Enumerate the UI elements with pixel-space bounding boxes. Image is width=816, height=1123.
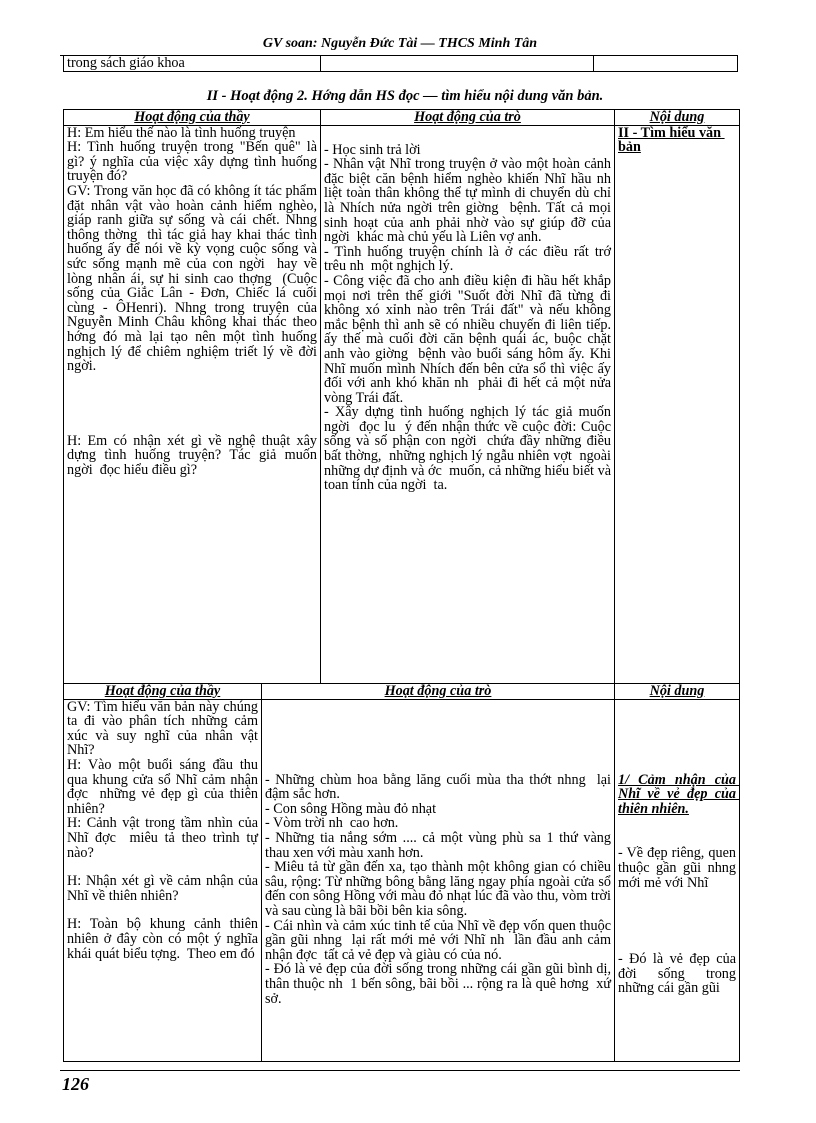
t1-teacher-gv: GV: Trong văn học đã có không ít tác phẩm đặt nhân vật vào hoàn cảnh hiểm nghèo, giáp ranh giữa sự sống và cái chết. Nhng thông thờng thì tác giả hay khai thác tình huống ấy để nói về kỳ vọng cuộc sống và sức sống mạnh mẽ của con ngời hay về lòng nhân ái, sự hi sinh cao thợng (Cuộc sống của Giắc Lân - Đơn, Chiếc lá cuối cùng - ÔHenri). Nhng trong truyện của Nguyễn Minh Châu không khai thác theo hớng đó mà lại tạo nên một tình huống nghịch lý để chiêm nghiệm triết lý về đời ngời. xyxy=(67,182,321,375)
t1-teacher-q2: H: Tình huống truyện trong "Bến quê" là gì? ý nghĩa của việc xây dựng tình huống truyện đó? xyxy=(67,139,321,185)
t1-header-teacher: Hoạt động của thầy xyxy=(64,110,321,126)
top-cell-content xyxy=(594,56,738,72)
t1-student-a3: - Tình huống truyện chính là ở các điều rất trớ trêu nh một nghịch lý. xyxy=(324,243,615,275)
t1-teacher-q1: H: Em hiểu thế nào là tình huống truyện xyxy=(67,124,296,141)
top-table-fragment xyxy=(63,55,738,72)
t2-student-a7: - Đó là vẻ đẹp của đời sống trong những cái gần gũi bình dị, thân thuộc nh 1 bến sông, bãi bồi ... rộng ra là quê hơng xứ sở. xyxy=(265,961,615,1007)
t2-teacher-q3: H: Nhận xét gì về cảm nhận của Nhĩ về thiên nhiên? xyxy=(67,873,262,904)
t1-teacher-cell xyxy=(64,125,321,683)
t2-student-a5: - Miêu tả từ gần đến xa, tạo thành một không gian có chiều sâu, rộng: Từ những bông bằng lăng ngay phía ngoài cửa sổ đến con sông Hồng với màu đỏ nhạt lúc đã vào thu, vòm trời và sau cùng là bãi bồi bên kia sông. xyxy=(265,859,615,919)
t2-header-content: Nội dung xyxy=(615,684,740,700)
t2-teacher-gv: GV: Tìm hiểu văn bản này chúng ta đi vào phân tích những cảm xúc và suy nghĩ của nhân vật Nhĩ? xyxy=(67,698,262,759)
t2-content-cell xyxy=(615,699,744,1061)
activity-table-1 xyxy=(63,109,740,684)
t2-teacher-cell xyxy=(64,699,262,1061)
top-cell-teacher: trong sách giáo khoa xyxy=(64,56,321,72)
t2-content-point1: - Về đẹp riêng, quen thuộc gần gũi nhng mới mẻ với Nhĩ xyxy=(618,845,744,891)
t2-student-a2: - Con sông Hồng màu đỏ nhạt xyxy=(265,800,437,817)
page-header: GV soan: Nguyễn Đức Tài — THCS Minh Tân xyxy=(262,36,538,51)
t1-header-content: Nội dung xyxy=(615,110,740,126)
t1-header-student: Hoạt động của trò xyxy=(321,110,615,126)
t2-student-a6: - Cái nhìn và cảm xúc tinh tế của Nhĩ về đẹp vốn quen thuộc gần gũi nhng lại rất mới mẻ với Nhĩ nh lần đầu anh cảm nhận đợc tất cả vẻ đẹp và giàu có của nó. xyxy=(265,917,615,963)
activity-table-2 xyxy=(63,683,744,1062)
t2-student-a1: - Những chùm hoa bằng lăng cuối mùa tha thớt nhng lại đậm sắc hơn. xyxy=(265,771,615,803)
t2-header-teacher: Hoạt động của thầy xyxy=(64,684,262,700)
t2-teacher-q4: H: Toàn bộ khung cảnh thiên nhiên ở đây còn có một ý nghĩa khái quát biểu tợng. Theo em đó xyxy=(67,916,262,962)
top-cell-student xyxy=(321,56,594,72)
t1-student-a2: - Nhân vật Nhĩ trong truyện ở vào một hoàn cảnh đặc biệt căn bệnh hiểm nghèo khiến Nhĩ hầu nh liệt toàn thân không thể tự mình di chuyển dù chỉ là Nhích nửa ngời trên giờng bệnh. Tất cả mọi sinh hoạt của anh phải nhờ vào sự giúp đỡ của ngời khác mà chủ yếu là Liên vợ anh. xyxy=(324,156,619,246)
t2-content-point2: - Đó là vẻ đẹp của đời sống trong những cái gần gũi xyxy=(618,951,740,997)
t1-content-heading: II - Tìm hiểu văn bản xyxy=(618,124,725,156)
footer-rule xyxy=(60,1070,740,1071)
t1-student-a5: - Xây dựng tình huống nghịch lý tác giả muốn ngời đọc lu ý đến nhận thức về cuộc đời: Cuộc sống và số phận con ngời chứa đầy những điều bất thờng, những nghịch lý ngẫu nhiên vợt ngoài những dự định và ớc muốn, cả những hiểu biết và toan tính của ngời ta. xyxy=(324,404,615,494)
t2-content-heading: 1/ Cảm nhận của Nhĩ về vẻ đẹp của thiên nhiên. xyxy=(618,771,740,817)
t1-student-cell xyxy=(321,125,619,683)
t2-student-a3: - Vòm trời nh cao hơn. xyxy=(265,815,399,832)
t2-teacher-q1: H: Vào một buổi sáng đầu thu qua khung cửa sổ Nhĩ cảm nhận đợc những vẻ đẹp gì của thiên nhiên? xyxy=(67,756,262,817)
t1-student-a4: - Công việc đã cho anh điều kiện đi hầu hết khắp mọi nơi trên thế giới "Suốt đời Nhĩ đã từng đi không xó xỉnh nào trên Trái đất" và nếu không mắc bệnh thì anh sẽ có nhiều chuyến đi liên tiếp. ấy thế mà cuối đời căn bệnh quái ác, buộc chặt anh vào giờng bệnh vào buổi sáng hôm ấy. Khi Nhĩ muốn mình Nhích đến bên cửa sổ thì việc ấy đối với anh khó khăn nh phải đi hết cả một nửa vòng Trái đất. xyxy=(324,272,615,406)
section-title: II - Hoạt động 2. Hớng dẫn HS đọc — tìm hiểu nội dung văn bản. xyxy=(206,88,604,104)
t2-student-a4: - Những tia nắng sớm .... cả một vùng phù sa 1 thứ vàng thau xen với màu xanh hơn. xyxy=(265,829,615,861)
t1-teacher-q3: H: Em có nhận xét gì về nghệ thuật xây dựng tình huống truyện? Tác giả muốn ngời đọc hiểu điều gì? xyxy=(67,432,321,478)
page-number: 126 xyxy=(62,1074,89,1094)
t2-teacher-q2: H: Cảnh vật trong tầm nhìn của Nhĩ đợc miêu tả theo trình tự nào? xyxy=(67,815,262,861)
t1-content-cell xyxy=(615,125,740,683)
t2-student-cell xyxy=(262,699,615,1061)
t1-student-a1: - Học sinh trả lời xyxy=(324,141,421,158)
t2-header-student: Hoạt động của trò xyxy=(262,684,615,700)
